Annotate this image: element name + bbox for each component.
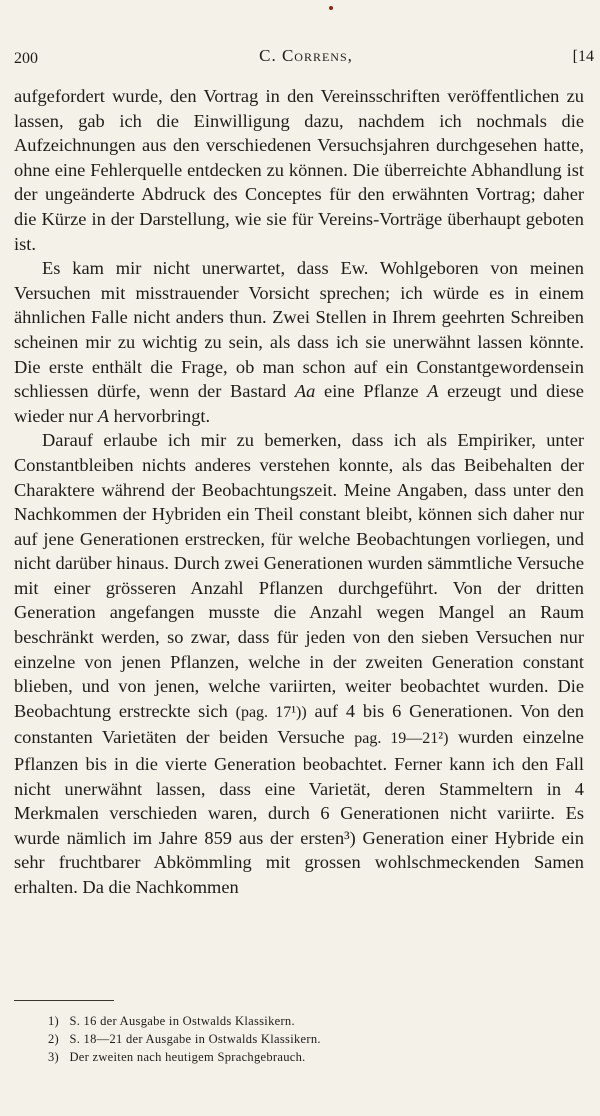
footnote-2-text: S. 18—21 der Ausgabe in Ostwalds Klassikern. (69, 1032, 321, 1046)
paragraph-2-text-b: eine Pflanze (324, 381, 419, 402)
paragraph-2-text-c: erzeugt und diese wieder nur (14, 381, 584, 426)
ink-speck (329, 6, 333, 10)
paragraph-2 (14, 256, 584, 428)
paragraph-3-text-c: wurden einzelne Pflanzen bis in die vierte Generation beobachtet. Ferner kann ich den Fall nicht unerwähnt lassen, dass eine Varietät, deren Stammeltern in 4 Merkmalen verschieden waren, durch 6 Generationen nicht variirte. Es wurde nämlich im Jahre (14, 727, 584, 848)
footnote-2-mark: 2) (48, 1032, 60, 1046)
paragraph-3-text-b: auf 4 bis 6 Generationen. Von den constanten Varietäten der beiden Versuche (14, 700, 584, 748)
footnote-3 (48, 1048, 568, 1066)
symbol-aa: Aa (294, 381, 316, 402)
footnote-1-text: S. 16 der Ausgabe in Ostwalds Klassikern. (69, 1014, 295, 1028)
footnote-2 (48, 1030, 568, 1048)
symbol-a-first: A (427, 381, 439, 402)
page-reference-2: pag. 19—21²) (354, 730, 449, 748)
page-reference-1: (pag. 17¹)) (235, 703, 307, 721)
footnote-1-mark: 1) (48, 1014, 60, 1028)
paragraph-3 (14, 428, 584, 899)
footnote-rule (14, 1000, 114, 1001)
year-859: 859 (204, 827, 232, 848)
footnote-3-mark: 3) (48, 1050, 60, 1064)
body-text (14, 84, 584, 900)
running-head-author: C. Correns, (259, 46, 353, 65)
paragraph-2-text-d: hervorbringt. (113, 405, 211, 426)
page-number: 200 (14, 50, 38, 67)
paragraph-3-text-d: aus der ersten³) Generation einer Hybride ein sehr fruchtbarer Abkömmling mit grossen wohlschmeckenden Samen erhalten. Da die Nachkommen (14, 827, 584, 897)
footnote-1 (48, 1012, 568, 1030)
section-marker: [14 (572, 48, 594, 65)
paragraph-2-text-a: Es kam mir nicht unerwartet, dass Ew. Wohlgeboren von meinen Versuchen mit misstrauender Vorsicht sprechen; ich würde es in einem ähnlichen Falle nicht anders thun. Zwei Stellen in Ihrem geehrten Schreiben scheinen mir zu wichtig zu sein, als dass ich sie unerwähnt lassen könnte. Die erste enthält die Frage, ob man schon auf ein Constantgewordensein schliessen dürfe, wenn der Bastard (14, 258, 584, 402)
symbol-a-second: A (97, 405, 109, 426)
running-head (14, 46, 598, 68)
paragraph-3-text-a: Darauf erlaube ich mir zu bemerken, dass ich als Empiriker, unter Constantbleiben nichts anderes verstehen konnte, als das Beibehalten der Charaktere während der Beobachtungszeit. Meine Angaben, dass unter den Nachkommen der Hybriden ein Theil constant bleibt, können sich daher nur auf jene Generationen erstrecken, für welche Beobachtungen vorliegen, und nicht darüber hinaus. Durch zwei Generationen wurden sämmtliche Versuche mit einer grösseren Anzahl Pflanzen durchgeführt. Von der dritten Generation angefangen musste die Anzahl wegen Mangel an Raum beschränkt werden, so zwar, dass für jeden von den sieben Versuchen nur einzelne von jenen Pflanzen, welche in der zweiten Generation constant blieben, und von jenen, welche variirten, weiter beobachtet wurden. Die Beobachtung erstreckte sich (14, 430, 584, 721)
paragraph-1-text: aufgefordert wurde, den Vortrag in den Vereinsschriften veröffentlichen zu lassen, gab ich die Einwilligung dazu, nachdem ich nochmals die Aufzeichnungen aus den verschiedenen Versuchsjahren durchgesehen hatte, ohne eine Fehlerquelle entdecken zu können. Die überreichte Abhandlung ist der ungeänderte Abdruck des Conceptes für den erwähnten Vortrag; daher die Kürze in der Darstellung, wie sie für Vereins-Vorträge überhaupt geboten ist. (14, 86, 584, 254)
footnotes (48, 1012, 568, 1066)
paragraph-1 (14, 84, 584, 256)
footnote-3-text: Der zweiten nach heutigem Sprachgebrauch. (69, 1050, 306, 1064)
